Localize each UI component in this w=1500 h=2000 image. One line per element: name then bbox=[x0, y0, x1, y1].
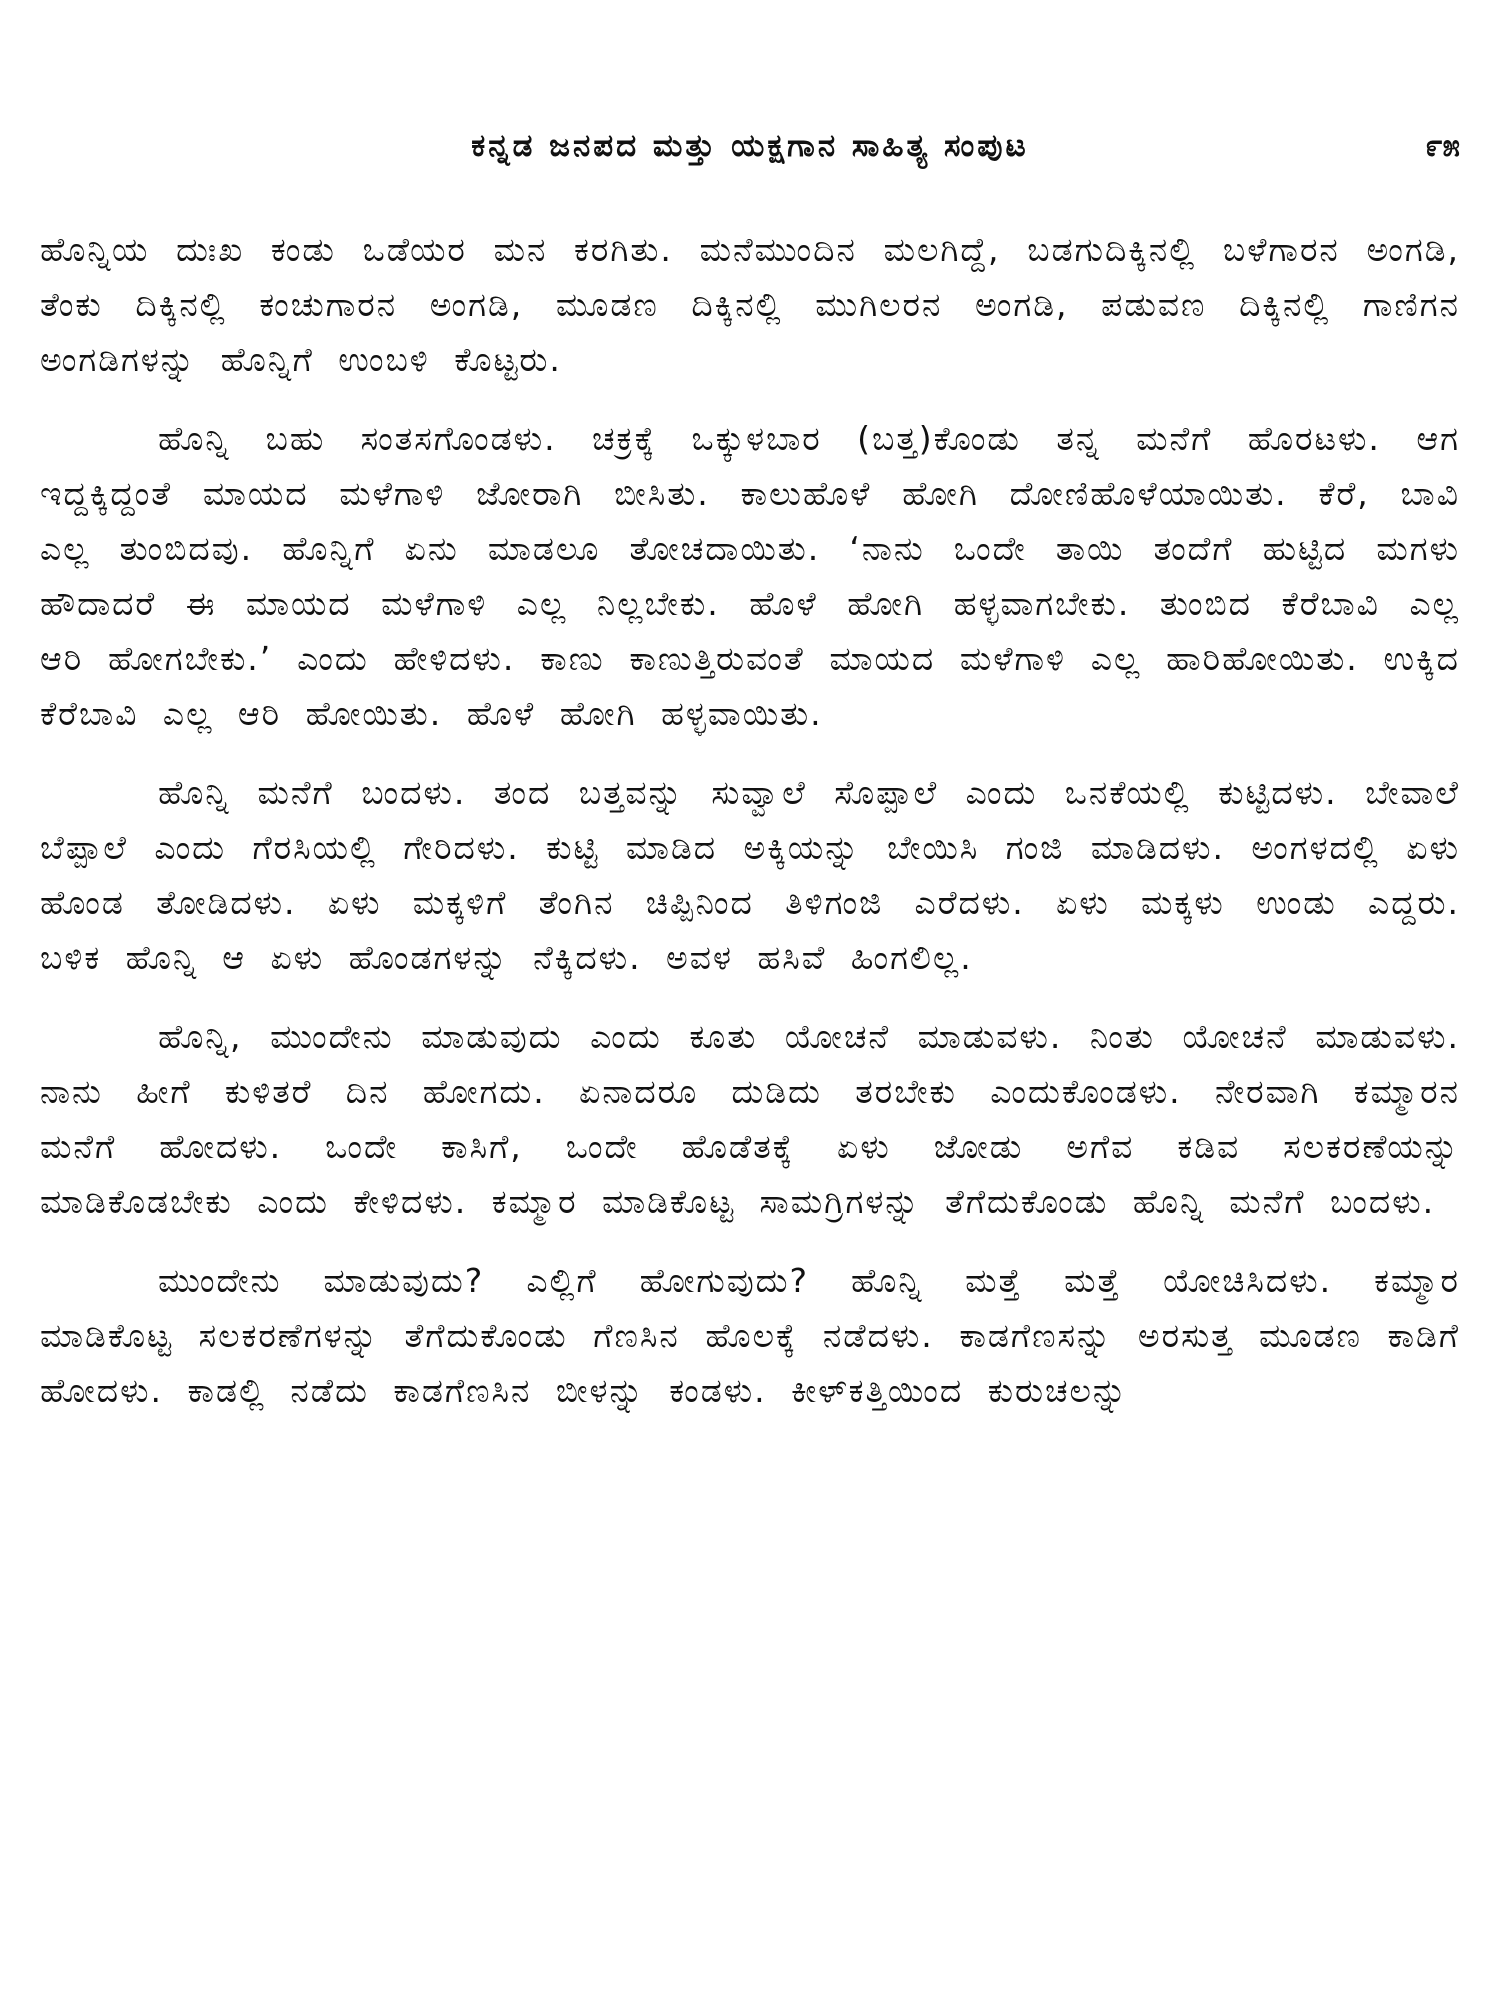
paragraph: ಹೊನ್ನಿ, ಮುಂದೇನು ಮಾಡುವುದು ಎಂದು ಕೂತು ಯೋಚನೆ ಮಾಡುವಳು. ನಿಂತು ಯೋಚನೆ ಮಾಡುವಳು. ನಾನು ಹೀಗೆ ಕುಳಿತರೆ ದಿನ ಹೋಗದು. ಏನಾದರೂ ದುಡಿದು ತರಬೇಕು ಎಂದುಕೊಂಡಳು. ನೇರವಾಗಿ ಕಮ್ಮಾರನ ಮನೆಗೆ ಹೋದಳು. ಒಂದೇ ಕಾಸಿಗೆ, ಒಂದೇ ಹೊಡೆತಕ್ಕೆ ಏಳು ಜೋಡು ಅಗೆವ ಕಡಿವ ಸಲಕರಣೆಯನ್ನು ಮಾಡಿಕೊಡಬೇಕು ಎಂದು ಕೇಳಿದಳು. ಕಮ್ಮಾರ ಮಾಡಿಕೊಟ್ಟ ಸಾಮಗ್ರಿಗಳನ್ನು ತೆಗೆದುಕೊಂಡು ಹೊನ್ನಿ ಮನೆಗೆ ಬಂದಳು. bbox=[40, 1017, 1460, 1221]
page-number: ೯೫ bbox=[1425, 128, 1460, 164]
paragraph: ಹೊನ್ನಿಯ ದುಃಖ ಕಂಡು ಒಡೆಯರ ಮನ ಕರಗಿತು. ಮನೆಮುಂದಿನ ಮಲಗಿದ್ದೆ, ಬಡಗುದಿಕ್ಕಿನಲ್ಲಿ ಬಳೆಗಾರನ ಅಂಗಡಿ, ತೆಂಕು ದಿಕ್ಕಿನಲ್ಲಿ ಕಂಚುಗಾರನ ಅಂಗಡಿ, ಮೂಡಣ ದಿಕ್ಕಿನಲ್ಲಿ ಮುಗಿಲರನ ಅಂಗಡಿ, ಪಡುವಣ ದಿಕ್ಕಿನಲ್ಲಿ ಗಾಣಿಗನ ಅಂಗಡಿಗಳನ್ನು ಹೊನ್ನಿಗೆ ಉಂಬಳಿ ಕೊಟ್ಟರು. bbox=[40, 230, 1460, 379]
paragraph: ಮುಂದೇನು ಮಾಡುವುದು? ಎಲ್ಲಿಗೆ ಹೋಗುವುದು? ಹೊನ್ನಿ ಮತ್ತೆ ಮತ್ತೆ ಯೋಚಿಸಿದಳು. ಕಮ್ಮಾರ ಮಾಡಿಕೊಟ್ಟ ಸಲಕರಣೆಗಳನ್ನು ತೆಗೆದುಕೊಂಡು ಗೆಣಸಿನ ಹೊಲಕ್ಕೆ ನಡೆದಳು. ಕಾಡಗೆಣಸನ್ನು ಅರಸುತ್ತ ಮೂಡಣ ಕಾಡಿಗೆ ಹೋದಳು. ಕಾಡಲ್ಲಿ ನಡೆದು ಕಾಡಗೆಣಸಿನ ಬೀಳನ್ನು ಕಂಡಳು. ಕೀಳ್‌ಕತ್ತಿಯಿಂದ ಕುರುಚಲನ್ನು bbox=[40, 1261, 1460, 1410]
page-header bbox=[0, 128, 1500, 188]
paragraph: ಹೊನ್ನಿ ಬಹು ಸಂತಸಗೊಂಡಳು. ಚಕ್ರಕ್ಕೆ ಒಕ್ಕುಳಬಾರ (ಬತ್ತ)ಕೊಂಡು ತನ್ನ ಮನೆಗೆ ಹೊರಟಳು. ಆಗ ಇದ್ದಕ್ಕಿದ್ದಂತೆ ಮಾಯದ ಮಳೆಗಾಳಿ ಜೋರಾಗಿ ಬೀಸಿತು. ಕಾಲುಹೊಳೆ ಹೋಗಿ ದೋಣಿಹೊಳೆಯಾಯಿತು. ಕೆರೆ, ಬಾವಿ ಎಲ್ಲ ತುಂಬಿದವು. ಹೊನ್ನಿಗೆ ಏನು ಮಾಡಲೂ ತೋಚದಾಯಿತು. ‘ನಾನು ಒಂದೇ ತಾಯಿ ತಂದೆಗೆ ಹುಟ್ಟಿದ ಮಗಳು ಹೌದಾದರೆ ಈ ಮಾಯದ ಮಳೆಗಾಳಿ ಎಲ್ಲ ನಿಲ್ಲಬೇಕು. ಹೊಳೆ ಹೋಗಿ ಹಳ್ಳವಾಗಬೇಕು. ತುಂಬಿದ ಕೆರೆಬಾವಿ ಎಲ್ಲ ಆರಿ ಹೋಗಬೇಕು.’ ಎಂದು ಹೇಳಿದಳು. ಕಾಣು ಕಾಣುತ್ತಿರುವಂತೆ ಮಾಯದ ಮಳೆಗಾಳಿ ಎಲ್ಲ ಹಾರಿಹೋಯಿತು. ಉಕ್ಕಿದ ಕೆರೆಬಾವಿ ಎಲ್ಲ ಆರಿ ಹೋಯಿತು. ಹೊಳೆ ಹೋಗಿ ಹಳ್ಳವಾಯಿತು. bbox=[40, 419, 1460, 733]
body-text bbox=[40, 222, 1460, 1442]
running-title: ಕನ್ನಡ ಜನಪದ ಮತ್ತು ಯಕ್ಷಗಾನ ಸಾಹಿತ್ಯ ಸಂಪುಟ bbox=[471, 128, 1029, 164]
paragraph: ಹೊನ್ನಿ ಮನೆಗೆ ಬಂದಳು. ತಂದ ಬತ್ತವನ್ನು ಸುವ್ವಾಲೆ ಸೊಪ್ಪಾಲೆ ಎಂದು ಒನಕೆಯಲ್ಲಿ ಕುಟ್ಟಿದಳು. ಬೇವಾಲೆ ಬೆಪ್ಪಾಲೆ ಎಂದು ಗೆರಸಿಯಲ್ಲಿ ಗೇರಿದಳು. ಕುಟ್ಟಿ ಮಾಡಿದ ಅಕ್ಕಿಯನ್ನು ಬೇಯಿಸಿ ಗಂಜಿ ಮಾಡಿದಳು. ಅಂಗಳದಲ್ಲಿ ಏಳು ಹೊಂಡ ತೋಡಿದಳು. ಏಳು ಮಕ್ಕಳಿಗೆ ತೆಂಗಿನ ಚಿಪ್ಪಿನಿಂದ ತಿಳಿಗಂಜಿ ಎರೆದಳು. ಏಳು ಮಕ್ಕಳು ಉಂಡು ಎದ್ದರು. ಬಳಿಕ ಹೊನ್ನಿ ಆ ಏಳು ಹೊಂಡಗಳನ್ನು ನೆಕ್ಕಿದಳು. ಅವಳ ಹಸಿವೆ ಹಿಂಗಲಿಲ್ಲ. bbox=[40, 773, 1460, 977]
